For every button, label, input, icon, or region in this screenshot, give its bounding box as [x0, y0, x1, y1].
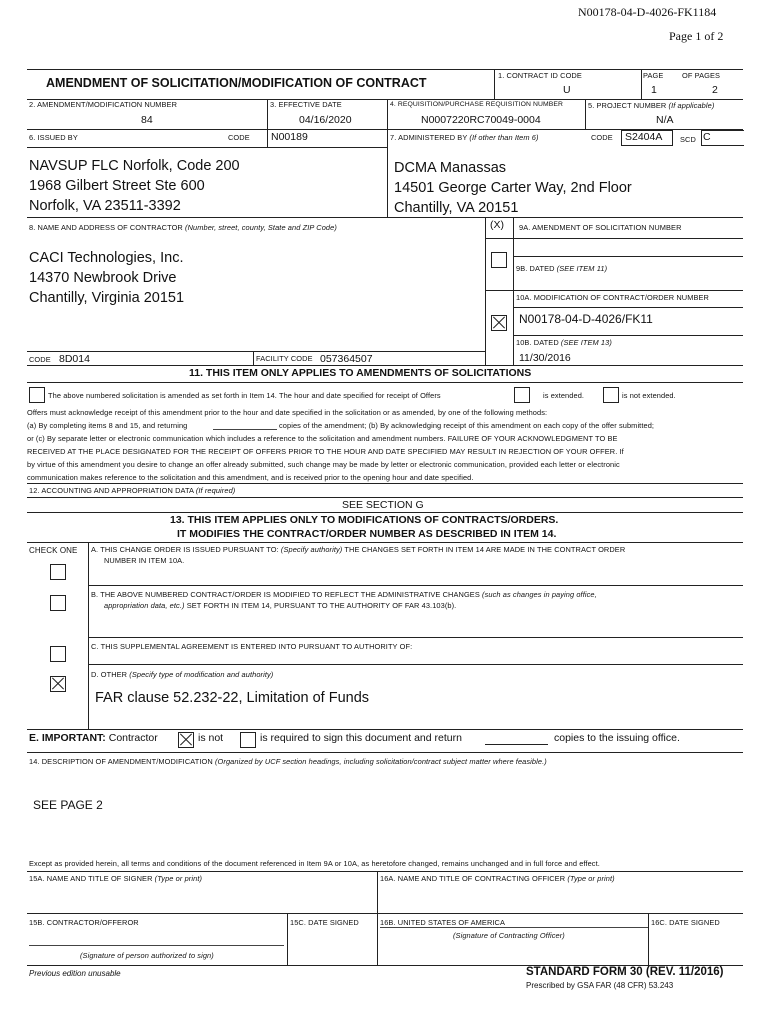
- effective-date-label: 3. EFFECTIVE DATE: [270, 100, 342, 109]
- is-required-label: is required to sign this document and return: [260, 732, 462, 744]
- modification-contract-value: N00178-04-D-4026/FK11: [519, 312, 653, 326]
- administered-by-code: S2404A: [625, 131, 663, 143]
- contractor-code: 8D014: [59, 353, 90, 365]
- page-label: PAGE: [643, 71, 664, 80]
- modification-contract-label: 10A. MODIFICATION OF CONTRACT/ORDER NUMBER: [516, 293, 709, 302]
- dated-9b-label: 9B. DATED (SEE ITEM 11): [516, 264, 608, 273]
- item11-line3a: (a) By completing items 8 and 15, and returning: [27, 421, 188, 430]
- checkbox-13a[interactable]: [50, 564, 66, 580]
- contractor-address: CACI Technologies, Inc. 14370 Newbrook Drive Chantilly, Virginia 20151: [29, 250, 185, 306]
- checkbox-13d[interactable]: [50, 676, 66, 692]
- item13-heading1: 13. THIS ITEM APPLIES ONLY TO MODIFICATIONS OF CONTRACTS/ORDERS.: [170, 514, 559, 526]
- item11-line1: The above numbered solicitation is amended as set forth in Item 14. The hour and date specified for receipt of Offers: [48, 391, 441, 400]
- item11-line6: by virtue of this amendment you desire to change an offer already submitted, such change may be made by letter or electronic communication, provided each letter or electronic: [27, 460, 620, 469]
- form-number: STANDARD FORM 30 (REV. 11/2016): [526, 966, 724, 978]
- scd-value: C: [703, 131, 711, 143]
- checkbox-is-required[interactable]: [240, 732, 256, 748]
- previous-edition-note: Previous edition unusable: [29, 969, 121, 978]
- officer-name-label: 16A. NAME AND TITLE OF CONTRACTING OFFICER (Type or print): [380, 874, 615, 883]
- item13-heading2: IT MODIFIES THE CONTRACT/ORDER NUMBER AS DESCRIBED IN ITEM 14.: [177, 528, 557, 540]
- contract-id-label: 1. CONTRACT ID CODE: [498, 71, 582, 80]
- item11-line5: RECEIVED AT THE PLACE DESIGNATED FOR THE RECEIPT OF OFFERS PRIOR TO THE HOUR AND DATE SPECIFIED MAY RESULT IN REJECTION OF YOUR OFFER. If: [27, 447, 624, 456]
- contractor-code-label: CODE: [29, 355, 51, 364]
- amendment-solicitation-label: 9A. AMENDMENT OF SOLICITATION NUMBER: [519, 223, 682, 232]
- item13d-text: D. OTHER (Specify type of modification and authority): [91, 670, 274, 679]
- check-one-label: CHECK ONE: [29, 546, 78, 555]
- item13a-text2: NUMBER IN ITEM 10A.: [104, 556, 185, 565]
- project-number-label: 5. PROJECT NUMBER (If applicable): [588, 101, 715, 110]
- item13b-text: B. THE ABOVE NUMBERED CONTRACT/ORDER IS MODIFIED TO REFLECT THE ADMINISTRATIVE CHANGES (such as changes in paying office,: [91, 590, 597, 599]
- administered-by-label: 7. ADMINISTERED BY (If other than Item 6): [390, 133, 539, 142]
- issuer-address: NAVSUP FLC Norfolk, Code 200 1968 Gilbert Street Ste 600 Norfolk, VA 23511-3392: [29, 158, 240, 214]
- is-not-label: is not: [198, 732, 224, 744]
- officer-signature-caption: (Signature of Contracting Officer): [453, 931, 565, 940]
- officer-signature-line: [380, 927, 648, 928]
- item13a-text: A. THIS CHANGE ORDER IS ISSUED PURSUANT TO: (Specify authority) THE CHANGES SET FORTH IN ITEM 14 ARE MADE IN THE CONTRACT ORDER: [91, 545, 626, 554]
- description-label: 14. DESCRIPTION OF AMENDMENT/MODIFICATION (Organized by UCF section headings, including solicitation/contract subject matter where feasible.): [29, 757, 547, 766]
- item11-line3b: copies of the amendment; (b) By acknowledging receipt of this amendment on each copy of the offer submitted;: [279, 421, 655, 430]
- issued-by-code: N00189: [271, 131, 308, 143]
- contractor-label: 8. NAME AND ADDRESS OF CONTRACTOR (Number, street, county, State and ZIP Code): [29, 223, 337, 232]
- contractor-signature-line: [29, 945, 284, 946]
- item11-heading: 11. THIS ITEM ONLY APPLIES TO AMENDMENTS OF SOLICITATIONS: [189, 367, 532, 379]
- checkbox-is-extended[interactable]: [514, 387, 530, 403]
- facility-code: 057364507: [320, 353, 373, 365]
- form-top-border: [27, 69, 743, 70]
- requisition-number-label: 4. REQUISITION/PURCHASE REQUISITION NUMBER: [390, 101, 564, 108]
- dated-10b-value: 11/30/2016: [519, 352, 571, 364]
- scd-label: SCD: [680, 135, 696, 144]
- important-row: E. IMPORTANT: Contractor: [29, 732, 158, 744]
- contractor-date-label: 15C. DATE SIGNED: [290, 918, 359, 927]
- checkbox-is-not[interactable]: [178, 732, 194, 748]
- copies-label: copies to the issuing office.: [554, 732, 680, 744]
- usa-label: 16B. UNITED STATES OF AMERICA: [380, 918, 506, 927]
- item11-line4: or (c) By separate letter or electronic communication which includes a reference to the solicitation and amendment numbers. FAILURE OF YOUR ACKNOWLEDGMENT TO BE: [27, 434, 618, 443]
- of-pages-label: OF PAGES: [682, 71, 721, 80]
- contractor-offeror-label: 15B. CONTRACTOR/OFFEROR: [29, 918, 139, 927]
- copies-blank: [213, 429, 277, 430]
- checkbox-9a[interactable]: [491, 252, 507, 268]
- item13d-value: FAR clause 52.232-22, Limitation of Funds: [95, 690, 370, 706]
- effective-date-value: 04/16/2020: [299, 114, 352, 126]
- contract-id-value: U: [563, 84, 571, 96]
- copies-count-blank: [485, 744, 548, 745]
- issued-by-label: 6. ISSUED BY: [29, 133, 78, 142]
- contractor-signature-caption: (Signature of person authorized to sign): [80, 951, 214, 960]
- x-column-label: (X): [490, 219, 504, 231]
- page-value: 1: [651, 84, 657, 96]
- administered-by-code-label: CODE: [591, 133, 613, 142]
- amendment-number-value: 84: [141, 114, 153, 126]
- is-not-extended-label: is not extended.: [622, 391, 676, 400]
- accounting-label: 12. ACCOUNTING AND APPROPRIATION DATA (If required): [29, 486, 236, 495]
- document-id: N00178-04-D-4026-FK1184: [578, 5, 717, 19]
- checkbox-10a[interactable]: [491, 315, 507, 331]
- dated-10b-label: 10B. DATED (SEE ITEM 13): [516, 338, 612, 347]
- item11-line2: Offers must acknowledge receipt of this amendment prior to the hour and date specified in the solicitation or as amended, by one of the following methods:: [27, 408, 548, 417]
- checkbox-is-not-extended[interactable]: [603, 387, 619, 403]
- item13c-text: C. THIS SUPPLEMENTAL AGREEMENT IS ENTERED INTO PURSUANT TO AUTHORITY OF:: [91, 642, 413, 651]
- accounting-value: SEE SECTION G: [342, 499, 424, 511]
- administrator-address: DCMA Manassas 14501 George Carter Way, 2nd Floor Chantilly, VA 20151: [394, 160, 632, 216]
- of-pages-value: 2: [712, 84, 718, 96]
- checkbox-13c[interactable]: [50, 646, 66, 662]
- form-title: AMENDMENT OF SOLICITATION/MODIFICATION OF CONTRACT: [46, 76, 427, 90]
- prescribed-by: Prescribed by GSA FAR (48 CFR) 53.243: [526, 981, 674, 990]
- checkbox-13b[interactable]: [50, 595, 66, 611]
- item11-line7: communication makes reference to the solicitation and this amendment, and is received prior to the opening hour and date specified.: [27, 473, 474, 482]
- issued-by-code-label: CODE: [228, 133, 250, 142]
- officer-date-label: 16C. DATE SIGNED: [651, 918, 720, 927]
- item13b-text2: appropriation data, etc.) SET FORTH IN ITEM 14, PURSUANT TO THE AUTHORITY OF FAR 43.103(b).: [104, 601, 457, 610]
- page-indicator: Page 1 of 2: [669, 29, 724, 43]
- project-number-value: N/A: [656, 114, 674, 126]
- signer-name-label: 15A. NAME AND TITLE OF SIGNER (Type or print): [29, 874, 203, 883]
- is-extended-label: is extended.: [543, 391, 585, 400]
- facility-code-label: FACILITY CODE: [256, 354, 313, 363]
- checkbox-item11[interactable]: [29, 387, 45, 403]
- amendment-number-label: 2. AMENDMENT/MODIFICATION NUMBER: [29, 100, 178, 109]
- except-statement: Except as provided herein, all terms and conditions of the document referenced in Item 9A or 10A, as heretofore changed, remains unchanged and in full force and effect.: [29, 859, 600, 868]
- description-value: SEE PAGE 2: [33, 798, 103, 812]
- requisition-number-value: N0007220RC70049-0004: [421, 114, 541, 126]
